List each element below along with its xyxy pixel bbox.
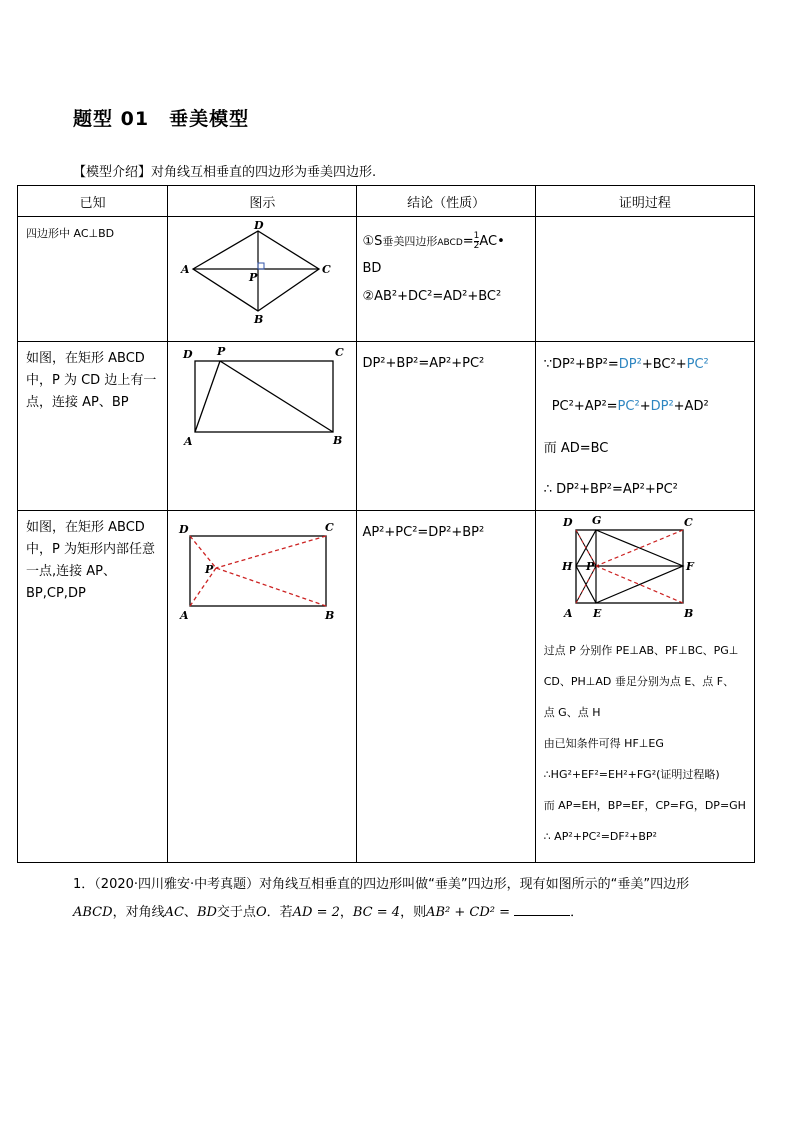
label-C: C (322, 263, 331, 276)
known-text: 四边形中 AC⊥BD (26, 227, 115, 240)
conclusion-1-line2: BD (362, 261, 382, 276)
known-text: 如图，在矩形 ABCD 中，P 为 CD 边上有一点，连接 AP、BP (26, 351, 157, 410)
frac-num: 1 (473, 231, 480, 241)
proof-l1-d: PC² (686, 357, 709, 372)
label-P: P (249, 271, 258, 284)
proof-line: 过点 P 分别作 PE⊥AB、PF⊥BC、PG⊥ (543, 644, 739, 657)
math-o: O (255, 905, 267, 920)
proof-line: 点 G、点 H (543, 706, 601, 719)
math-ac: AC (164, 905, 184, 920)
table-row (18, 342, 755, 511)
label-H: H (561, 560, 573, 573)
table-row (18, 217, 755, 342)
label-C: C (683, 516, 693, 529)
math-abcd: ABCD (73, 905, 113, 920)
label-A: A (180, 609, 189, 621)
conclusion-1 (357, 229, 534, 256)
label-D: D (254, 219, 264, 232)
proof-l1-b: DP² (618, 357, 642, 372)
answer-blank[interactable] (514, 901, 570, 916)
conclusion-1-label: 垂美四边形 (382, 235, 438, 248)
proof-l1-c: +BC²+ (641, 357, 687, 372)
practice-problem (73, 871, 753, 927)
heading-title: 垂美模型 (169, 108, 250, 130)
problem-source: （2020·四川雅安·中考真题） (94, 877, 260, 892)
label-P: P (217, 345, 226, 358)
label-D: D (179, 523, 189, 536)
model-table (17, 185, 755, 863)
label-E: E (592, 607, 602, 620)
conclusion-2: ②AB²+DC²=AD²+BC² (362, 289, 502, 304)
conclusion-1-sub: ABCD (437, 238, 463, 248)
header-figure: 图示 (168, 186, 357, 217)
figure-cell (168, 217, 357, 342)
conclusion-cell (357, 342, 535, 511)
proof-line: ∴HG²+EF²=EH²+FG²(证明过程略) (543, 768, 720, 781)
proof-line-1 (536, 342, 754, 386)
problem-text-c: 交于点 (216, 905, 256, 920)
conclusion-cell (357, 217, 535, 342)
conclusion-text: AP²+PC²=DP²+BP² (362, 525, 485, 540)
proof-line: CD、PH⊥AD 垂足分别为点 E、点 F、 (543, 675, 735, 688)
header-proof: 证明过程 (535, 186, 754, 217)
conclusion-cell (357, 511, 535, 863)
header-known: 已知 (18, 186, 168, 217)
label-P: P (585, 560, 594, 573)
proof-line-2 (536, 386, 754, 428)
proof-line-4: ∴ DP²+BP²=AP²+PC² (543, 482, 678, 497)
label-C: C (335, 346, 344, 359)
proof-l2-e: +AD² (673, 399, 709, 414)
known-text: 如图，在矩形 ABCD 中，P 为矩形内部任意一点,连接 AP、BP,CP,DP (26, 520, 155, 601)
math-bc: BC = 4 (352, 905, 401, 920)
problem-line-1: 1．（2020·四川雅安·中考真题）对角线互相垂直的四边形叫做“垂美”四边形，现有如图所示的“垂美”四边形 (73, 877, 690, 892)
label-D: D (183, 348, 193, 361)
figure-cell (168, 342, 357, 511)
label-G: G (591, 514, 602, 527)
problem-text-d: ．若 (266, 905, 293, 920)
label-P: P (205, 563, 214, 576)
problem-text-1: 对角线互相垂直的四边形叫做“垂美”四边形，现有如图所示的“垂美”四边形 (259, 877, 690, 892)
problem-text-f: ，则 (400, 905, 427, 920)
conclusion-1-post: AC• (479, 234, 505, 249)
label-A: A (181, 263, 190, 276)
math-bd: BD (196, 905, 217, 920)
label-D: D (562, 516, 573, 529)
rectangle-interior-p-figure (168, 511, 357, 621)
conclusion-1-prefix: ①S (362, 234, 383, 249)
proof-figure (536, 511, 755, 623)
proof-l2-d: DP² (650, 399, 674, 414)
proof-line-3: 而 AD=BC (543, 441, 609, 456)
math-sum: AB² + CD² = (426, 905, 510, 920)
problem-line-2 (73, 899, 753, 927)
known-cell (18, 217, 168, 342)
label-B: B (325, 609, 335, 621)
label-B: B (254, 313, 264, 326)
proof-line: 由已知条件可得 HF⊥EG (543, 737, 664, 750)
proof-line: 而 AP=EH，BP=EF，CP=FG，DP=GH (543, 799, 746, 812)
proof-line: ∴ AP²+PC²=DF²+BP² (543, 830, 657, 843)
proof-l2-c: + (639, 399, 651, 414)
problem-number: 1 (73, 877, 82, 892)
model-intro: 【模型介绍】对角线互相垂直的四边形为垂美四边形. (73, 165, 377, 180)
conclusion-text: DP²+BP²=AP²+PC² (362, 356, 485, 371)
proof-cell (535, 217, 754, 342)
problem-text-a: ，对角线 (112, 905, 165, 920)
figure-cell (168, 511, 357, 863)
proof-cell (535, 342, 754, 511)
proof-l1-a: ∵DP²+BP²= (543, 357, 619, 372)
known-cell (18, 511, 168, 863)
table-row (18, 511, 755, 863)
proof-cell (535, 511, 754, 863)
conclusion-1-eq: = (462, 234, 474, 249)
label-B: B (683, 607, 693, 620)
problem-text-e: ， (339, 905, 353, 920)
label-C: C (325, 521, 334, 534)
label-B: B (333, 434, 343, 447)
rectangle-p-on-cd-figure (168, 342, 357, 452)
rhombus-figure (168, 217, 357, 337)
problem-text-b: 、 (183, 905, 197, 920)
known-cell (18, 342, 168, 511)
heading-label: 题型 01 (73, 108, 150, 130)
label-A: A (184, 435, 193, 448)
problem-text-end: ． (570, 905, 584, 920)
proof-l2-b: PC² (617, 399, 640, 414)
frac-den: 2 (473, 241, 480, 251)
label-A: A (563, 607, 573, 620)
proof-l2-a: PC²+AP²= (551, 399, 618, 414)
table-header-row (18, 186, 755, 217)
math-ad: AD = 2 (292, 905, 340, 920)
label-F: F (685, 560, 694, 573)
header-conclusion: 结论（性质） (357, 186, 535, 217)
section-heading (73, 104, 249, 131)
